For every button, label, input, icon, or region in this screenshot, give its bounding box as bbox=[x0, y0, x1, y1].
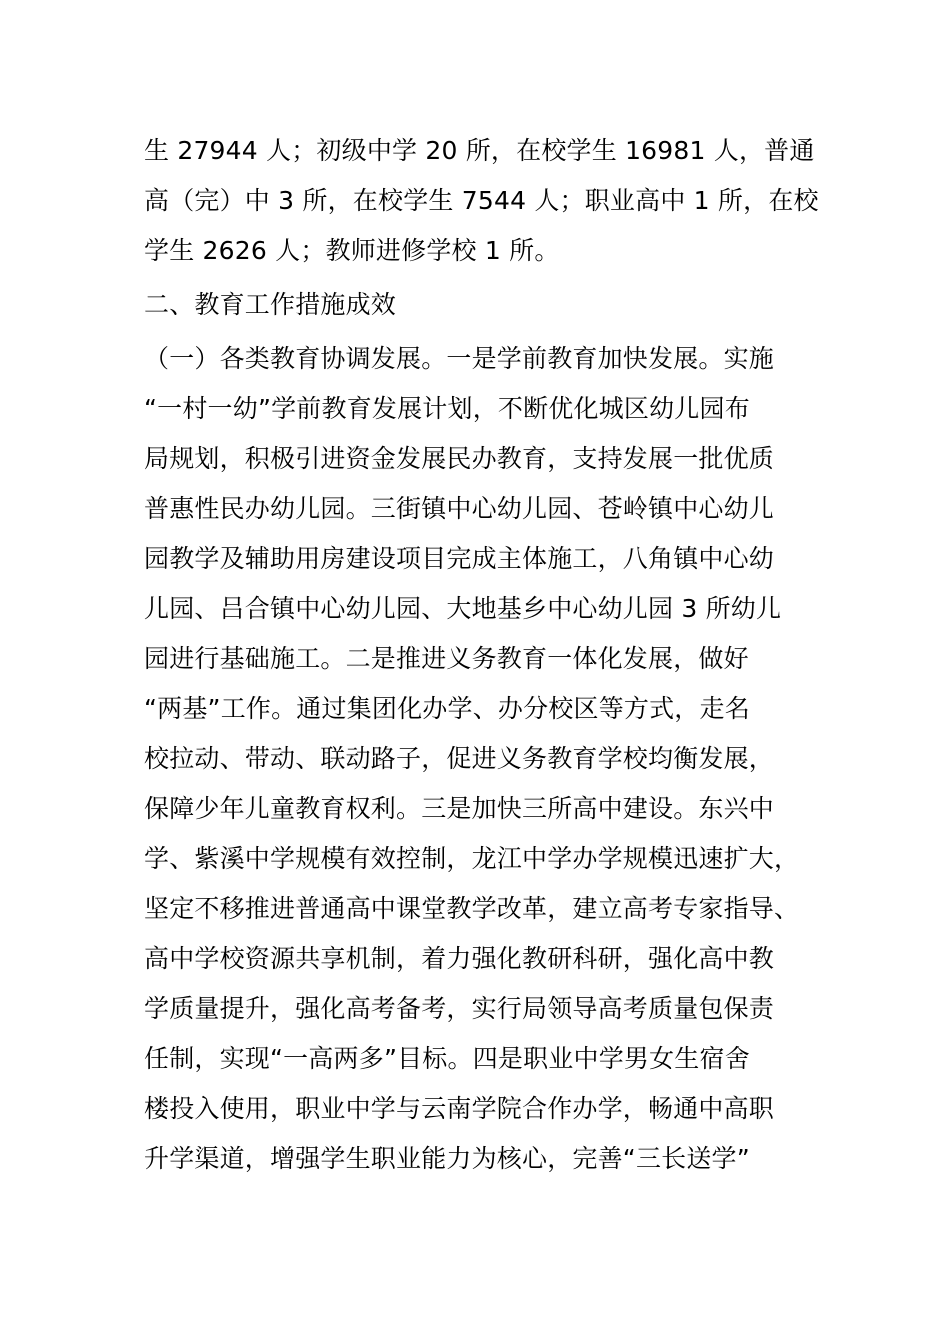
section-heading: 二、教育工作措施成效 bbox=[144, 290, 397, 319]
text-line: 生 27944 人；初级中学 20 所，在校学生 16981 人，普通 bbox=[144, 136, 815, 165]
text-line: 园进行基础施工。二是推进义务教育一体化发展，做好 bbox=[144, 644, 749, 673]
text-line: 园教学及辅助用房建设项目完成主体施工，八角镇中心幼 bbox=[144, 544, 775, 573]
text-line: 楼投入使用，职业中学与云南学院合作办学，畅通中高职 bbox=[144, 1094, 775, 1123]
text-line: 任制，实现“一高两多”目标。四是职业中学男女生宿舍 bbox=[144, 1044, 750, 1073]
text-line: 学质量提升，强化高考备考，实行局领导高考质量包保责 bbox=[144, 994, 775, 1023]
text-line: 儿园、吕合镇中心幼儿园、大地基乡中心幼儿园 3 所幼儿 bbox=[144, 594, 782, 623]
text-line: （一）各类教育协调发展。一是学前教育加快发展。实施 bbox=[144, 344, 775, 373]
text-line: 普惠性民办幼儿园。三街镇中心幼儿园、苍岭镇中心幼儿 bbox=[144, 494, 775, 523]
text-line: 学、紫溪中学规模有效控制，龙江中学办学规模迅速扩大， bbox=[144, 844, 800, 873]
text-line: “两基”工作。通过集团化办学、办分校区等方式，走名 bbox=[144, 694, 750, 723]
text-line: 坚定不移推进普通高中课堂教学改革，建立高考专家指导、 bbox=[144, 894, 800, 923]
text-line: 局规划，积极引进资金发展民办教育，支持发展一批优质 bbox=[144, 444, 775, 473]
text-line: 保障少年儿童教育权利。三是加快三所高中建设。东兴中 bbox=[144, 794, 775, 823]
text-line: 校拉动、带动、联动路子，促进义务教育学校均衡发展， bbox=[144, 744, 775, 773]
document-body bbox=[144, 126, 824, 1184]
text-line: 学生 2626 人；教师进修学校 1 所。 bbox=[144, 236, 560, 265]
text-line: “一村一幼”学前教育发展计划，不断优化城区幼儿园布 bbox=[144, 394, 750, 423]
text-line: 升学渠道，增强学生职业能力为核心，完善“三长送学” bbox=[144, 1144, 750, 1173]
text-line: 高（完）中 3 所，在校学生 7544 人；职业高中 1 所，在校 bbox=[144, 186, 819, 215]
text-line: 高中学校资源共享机制，着力强化教研科研，强化高中教 bbox=[144, 944, 775, 973]
